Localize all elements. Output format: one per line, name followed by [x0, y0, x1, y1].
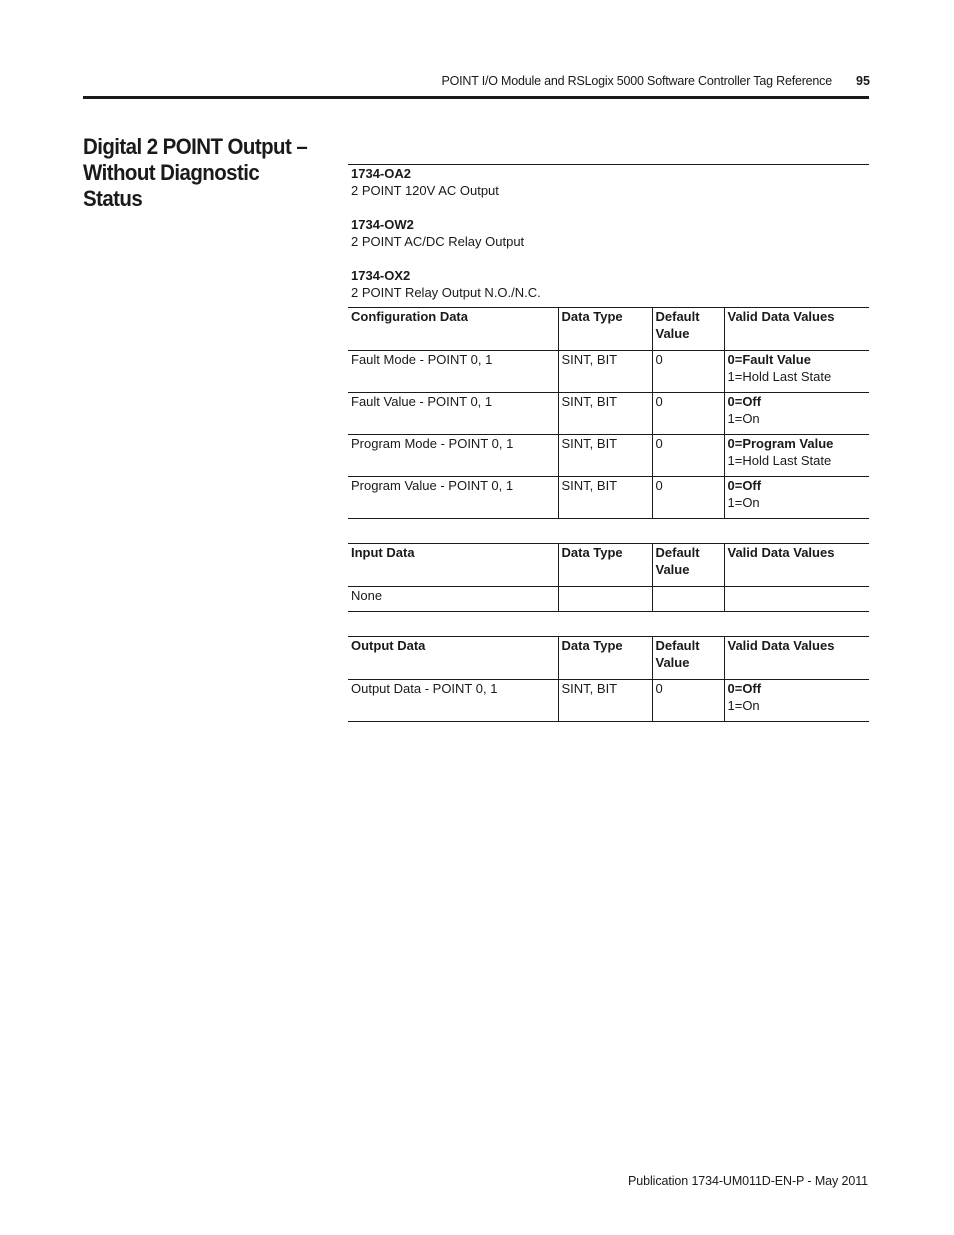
cell-values	[724, 477, 869, 519]
page-header	[0, 0, 954, 100]
column-header: Configuration Data	[348, 308, 558, 351]
table-row	[348, 680, 869, 722]
cell-name: Fault Value - POINT 0, 1	[348, 393, 558, 435]
table-header-row	[348, 544, 869, 587]
value-default-option: 0=Fault Value	[727, 352, 811, 367]
module-id: 1734-OA2	[351, 166, 411, 181]
cell-name: Fault Mode - POINT 0, 1	[348, 351, 558, 393]
module-description: 2 POINT Relay Output N.O./N.C.	[351, 285, 541, 300]
cell-default: 0	[652, 435, 724, 477]
module-1734-ox2	[351, 267, 869, 301]
cell-type: SINT, BIT	[558, 351, 652, 393]
value-default-option: 0=Off	[727, 681, 762, 696]
table-header-row	[348, 637, 869, 680]
page-number: 95	[856, 74, 870, 88]
cell-name: Program Value - POINT 0, 1	[348, 477, 558, 519]
cell-default: 0	[652, 477, 724, 519]
cell-default: 0	[652, 351, 724, 393]
table-row	[348, 587, 869, 612]
publication-footer: Publication 1734-UM011D-EN-P - May 2011	[628, 1174, 868, 1188]
column-header: Valid Data Values	[724, 637, 869, 680]
column-header: Valid Data Values	[724, 308, 869, 351]
column-header: Input Data	[348, 544, 558, 587]
column-header: Data Type	[558, 637, 652, 680]
section-heading-line2: Without Diagnostic Status	[83, 160, 260, 211]
column-header: Default Value	[652, 637, 724, 680]
cell-values	[724, 680, 869, 722]
cell-default	[652, 587, 724, 612]
header-rule	[83, 96, 869, 99]
cell-name: Program Mode - POINT 0, 1	[348, 435, 558, 477]
value-option: 1=Hold Last State	[727, 369, 832, 384]
section-heading-line1: Digital 2 POINT Output –	[83, 134, 308, 159]
cell-type: SINT, BIT	[558, 680, 652, 722]
value-option: 1=Hold Last State	[727, 453, 832, 468]
value-default-option: 0=Off	[727, 478, 762, 493]
value-option: 1=On	[727, 495, 760, 510]
value-option: 1=On	[727, 698, 760, 713]
cell-values	[724, 435, 869, 477]
table-row	[348, 393, 869, 435]
module-description: 2 POINT 120V AC Output	[351, 183, 499, 198]
configuration-data-table	[348, 307, 869, 519]
content-column	[348, 164, 869, 722]
cell-type	[558, 587, 652, 612]
cell-default: 0	[652, 393, 724, 435]
column-header: Default Value	[652, 308, 724, 351]
cell-name: None	[348, 587, 558, 612]
module-1734-ow2	[351, 216, 869, 250]
column-header: Valid Data Values	[724, 544, 869, 587]
cell-values	[724, 393, 869, 435]
value-default-option: 0=Program Value	[727, 436, 834, 451]
column-header: Data Type	[558, 308, 652, 351]
table-row	[348, 435, 869, 477]
module-id: 1734-OW2	[351, 217, 414, 232]
output-data-table	[348, 636, 869, 722]
input-data-table	[348, 543, 869, 612]
table-row	[348, 477, 869, 519]
module-description: 2 POINT AC/DC Relay Output	[351, 234, 525, 249]
header-title: POINT I/O Module and RSLogix 5000 Software Controller Tag Reference	[441, 74, 832, 88]
cell-name: Output Data - POINT 0, 1	[348, 680, 558, 722]
cell-type: SINT, BIT	[558, 435, 652, 477]
module-id: 1734-OX2	[351, 268, 411, 283]
table-row	[348, 351, 869, 393]
cell-values	[724, 587, 869, 612]
cell-default: 0	[652, 680, 724, 722]
value-default-option: 0=Off	[727, 394, 762, 409]
section-heading	[83, 134, 316, 212]
value-option: 1=On	[727, 411, 760, 426]
column-header: Output Data	[348, 637, 558, 680]
column-header: Data Type	[558, 544, 652, 587]
cell-type: SINT, BIT	[558, 393, 652, 435]
table-header-row	[348, 308, 869, 351]
module-1734-oa2	[351, 165, 869, 199]
cell-type: SINT, BIT	[558, 477, 652, 519]
column-header: Default Value	[652, 544, 724, 587]
cell-values	[724, 351, 869, 393]
